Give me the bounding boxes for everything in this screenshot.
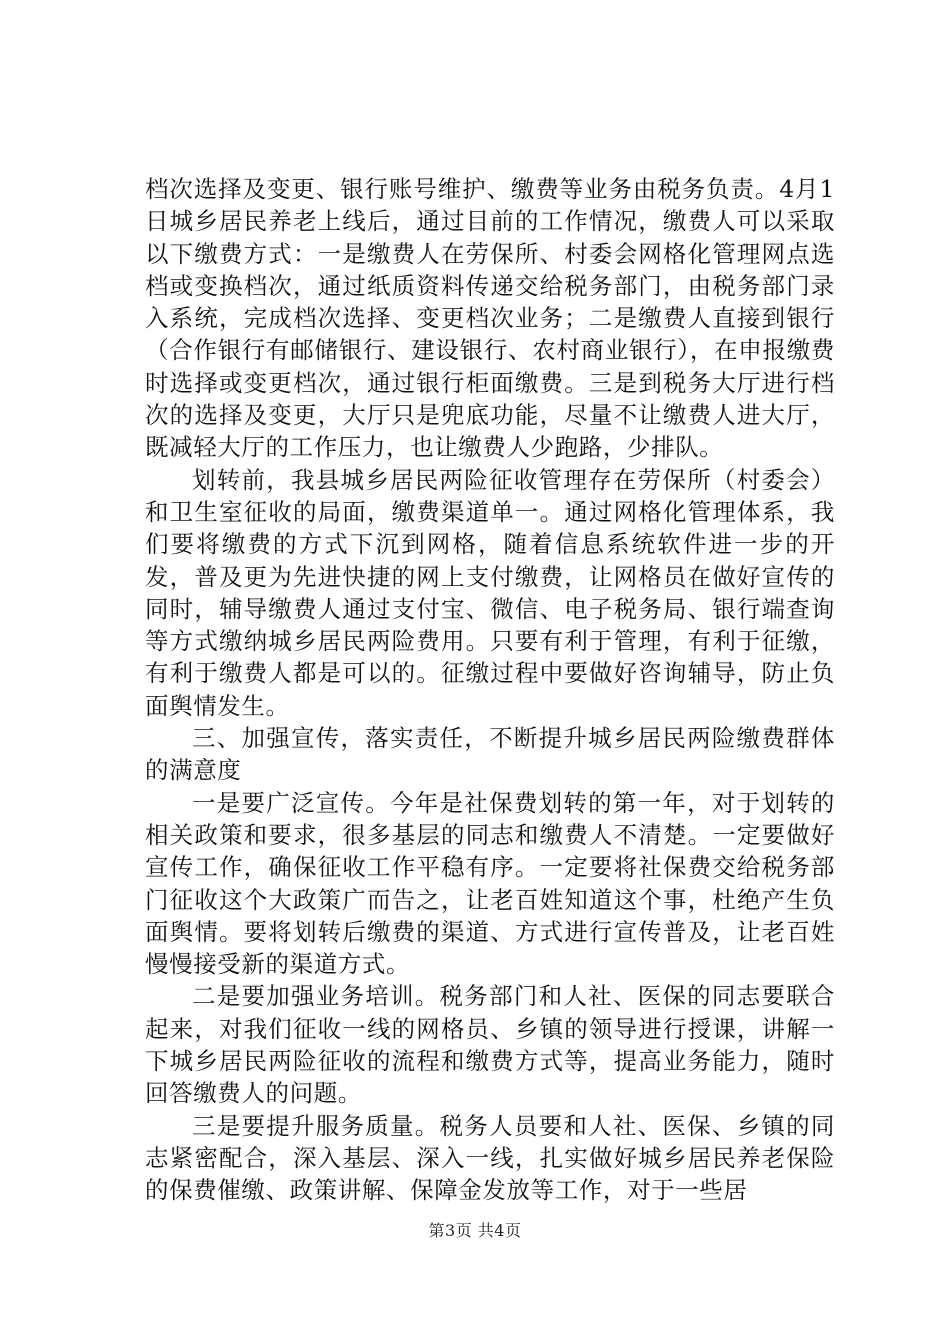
page-number-label: 第3页 共4页 [428, 1221, 522, 1240]
paragraph-publicity: 一是要广泛宣传。今年是社保费划转的第一年，对于划转的相关政策和要求，很多基层的同志和缴费人不清楚。一定要做好宣传工作，确保征收工作平稳有序。一定要将社保费交给税务部门征收这个大政策广而告之，让老百姓知道这个事，杜绝产生负面舆情。要将划转后缴费的渠道、方式进行宣传普及，让老百姓慢慢接受新的渠道方式。 [145, 788, 835, 979]
paragraph-before-transfer: 划转前，我县城乡居民两险征收管理存在劳保所（村委会）和卫生室征收的局面，缴费渠道单一。通过网格化管理体系，我们要将缴费的方式下沉到网格，随着信息系统软件进一步的开发，普及更为先进快捷的网上支付缴费，让网格员在做好宣传的同时，辅导缴费人通过支付宝、微信、电子税务局、银行端查询等方式缴纳城乡居民两险费用。只要有利于管理，有利于征缴，有利于缴费人都是可以的。征缴过程中要做好咨询辅导，防止负面舆情发生。 [145, 465, 835, 720]
paragraph-continuation: 档次选择及变更、银行账号维护、缴费等业务由税务负责。4月1日城乡居民养老上线后，通过目前的工作情况，缴费人可以采取以下缴费方式：一是缴费人在劳保所、村委会网格化管理网点选档或变换档次，通过纸质资料传递交给税务部门，由税务部门录入系统，完成档次选择、变更档次业务；二是缴费人直接到银行（合作银行有邮储银行、建设银行、农村商业银行），在申报缴费时选择或变更档次，通过银行柜面缴费。三是到税务大厅进行档次的选择及变更，大厅只是兜底功能，尽量不让缴费人进大厅，既减轻大厅的工作压力，也让缴费人少跑路，少排队。 [145, 175, 835, 462]
page-footer [0, 1218, 950, 1241]
paragraph-training: 二是要加强业务培训。税务部门和人社、医保的同志要联合起来，对我们征收一线的网格员、乡镇的领导进行授课，讲解一下城乡居民两险征收的流程和缴费方式等，提高业务能力，随时回答缴费人的问题。 [145, 982, 835, 1108]
section-heading-publicity: 三、加强宣传，落实责任，不断提升城乡居民两险缴费群体的满意度 [145, 724, 835, 785]
paragraph-service-quality: 三是要提升服务质量。税务人员要和人社、医保、乡镇的同志紧密配合，深入基层、深入一线，扎实做好城乡居民养老保险的保费催缴、政策讲解、保障金发放等工作，对于一些居 [145, 1111, 835, 1205]
document-body [145, 173, 835, 1207]
